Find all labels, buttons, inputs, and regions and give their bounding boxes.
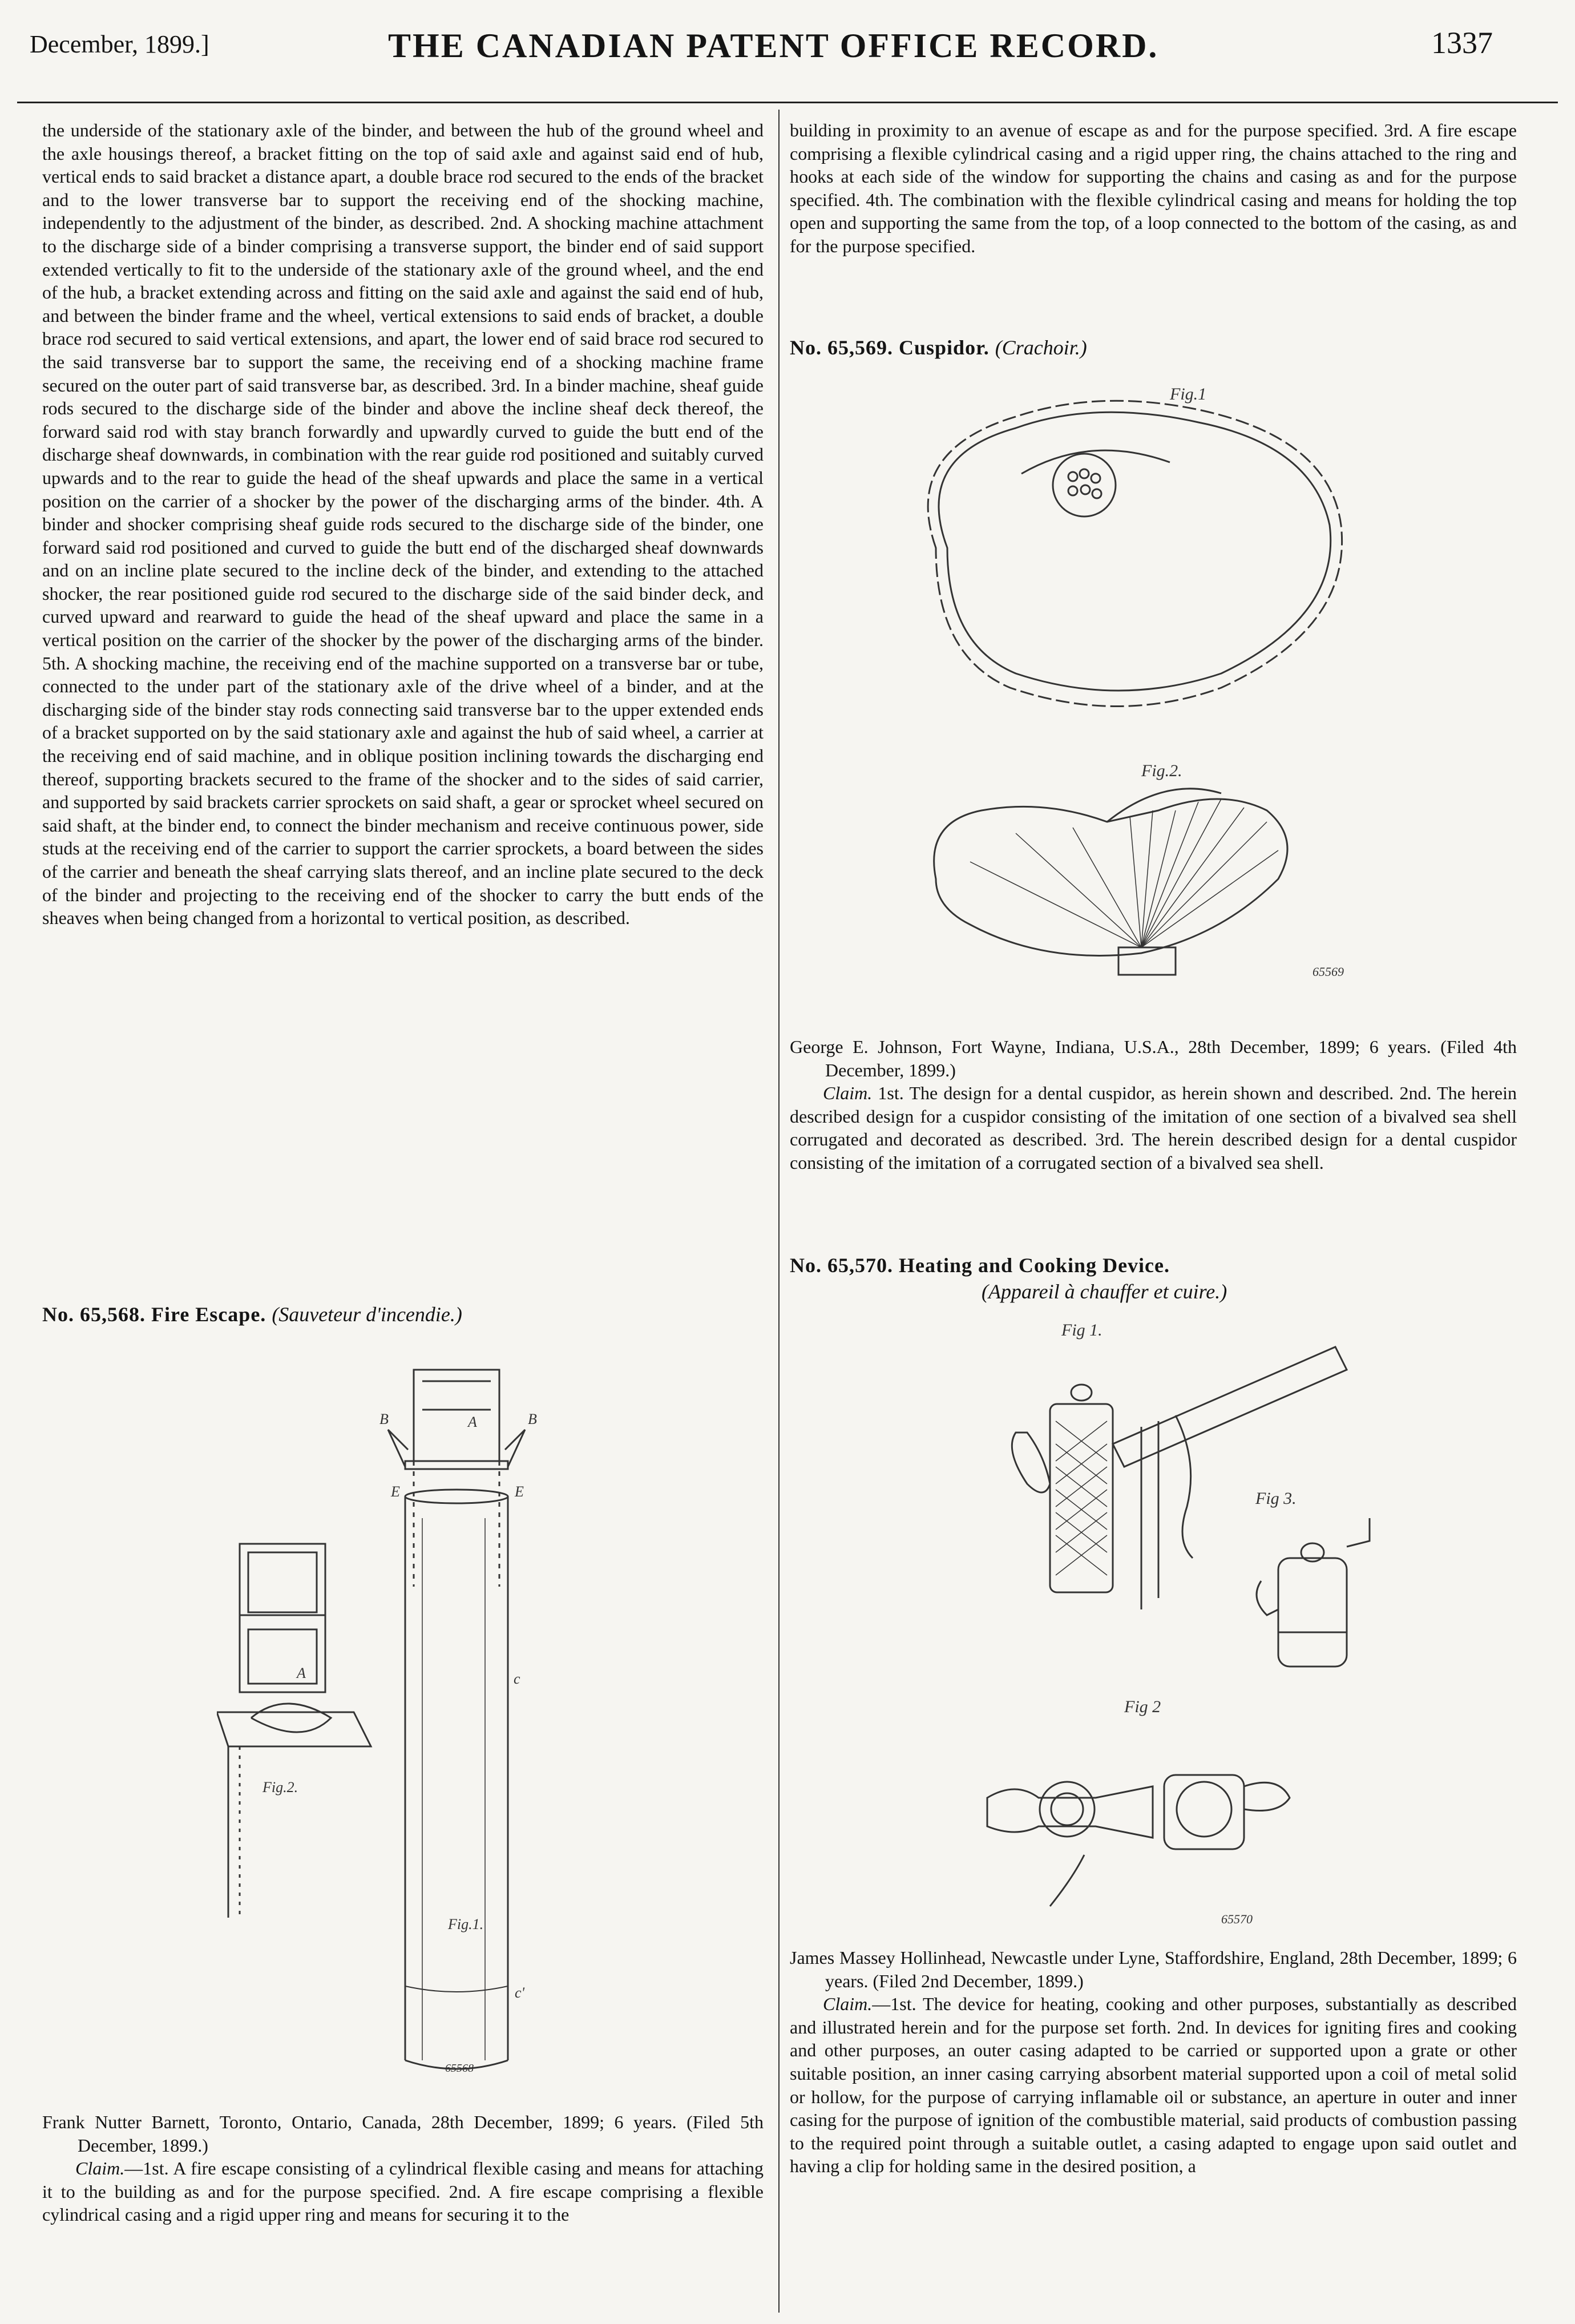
column-divider [778,110,780,2313]
patent-65568-body [42,2111,764,2226]
claim-text: —1st. A fire escape consisting of a cylindrical flexible casing and means for attaching it to the building as and for the purpose specified. 2nd. A fire escape comprising a flexible cylindrical casing and a rigid upper ring and means for securing it to the [42,2158,764,2225]
claim-label: Claim. [823,1083,873,1104]
svg-text:A: A [297,1665,306,1681]
patent-heading-65568 [42,1302,462,1326]
svg-text:Fig 3.: Fig 3. [1255,1489,1297,1508]
claim-paragraph [790,1992,1517,2178]
page-number: 1337 [1431,26,1493,60]
patent-heading-65569 [790,336,1087,360]
svg-text:65570: 65570 [1221,1912,1253,1926]
patent-number: No. 65,569. [790,336,893,359]
left-column-continuation [42,119,764,930]
claim-paragraph [42,2157,764,2226]
claim-label: Claim. [75,2158,125,2179]
patent-title: Fire Escape. [151,1303,266,1326]
svg-text:B: B [379,1411,389,1427]
patent-65570-body [790,1946,1517,2178]
patent-french-title: (Appareil à chauffer et cuire.) [982,1280,1227,1303]
svg-text:Fig.1.: Fig.1. [448,1916,484,1932]
svg-text:Fig.2.: Fig.2. [1141,761,1182,780]
patent-french-title: (Sauveteur d'incendie.) [272,1303,462,1326]
patent-65569-body [790,1035,1517,1175]
cuspidor-figure [902,377,1404,1022]
svg-text:65568: 65568 [445,2062,474,2075]
journal-title: THE CANADIAN PATENT OFFICE RECORD. [388,27,1159,64]
inventor-line: Frank Nutter Barnett, Toronto, Ontario, Canada, 28th December, 1899; 6 years. (Filed 5th December, 1899.) [42,2112,764,2156]
patent-title: Heating and Cooking Device. [899,1254,1170,1277]
header-rule [17,102,1558,103]
patent-heading-65570 [790,1253,1170,1277]
svg-text:B: B [528,1411,537,1427]
svg-text:E: E [515,1483,524,1500]
svg-text:Fig 1.: Fig 1. [1061,1321,1102,1339]
claim-label: Claim. [823,1994,873,2015]
right-column-continuation [790,119,1517,258]
inventor-line: James Massey Hollinhead, Newcastle under Lyne, Staffordshire, England, 28th December, 1899; 6 years. (Filed 2nd December, 1899.) [790,1947,1517,1991]
svg-text:Fig 2: Fig 2 [1124,1697,1161,1716]
svg-text:E: E [391,1483,400,1500]
claim-paragraph [790,1082,1517,1174]
continuation-paragraph: building in proximity to an avenue of escape as and for the purpose specified. 3rd. A fire escape comprising a flexible cylindrical casing and a rigid upper ring, the chains attached to the ring and hooks at each side of the window for supporting the chains and casing as and for the purpose specified. 4th. The combination with the flexible cylindrical casing and means for holding the top open and supporting the same from the top, of a loop connected to the bottom of the casing, as and for the purpose specified. [790,120,1517,256]
patent-number: No. 65,570. [790,1254,893,1277]
header-date: December, 1899.] [30,30,209,58]
patent-number: No. 65,568. [42,1303,146,1326]
patent-french-title: (Crachoir.) [995,336,1087,359]
svg-text:A: A [468,1414,477,1430]
claim-text: —1st. The device for heating, cooking and other purposes, substantially as described and illustrated herein and for the purpose set forth. 2nd. In devices for igniting fires and cooking and other purposes, an outer casing adapted to be carried or supported upon a grate or other suitable position, an inner casing carrying absorbent material supported upon a coil of metal solid or hollow, for the purpose of carrying inflamable oil or substance, an aperture in outer and inner casing for the purpose of ignition of the combustible material, said products of combustion passing to the required point through a suitable outlet, a casing adapted to engage upon said outlet and having a clip for holding same in the desired position, a [790,1994,1517,2177]
inventor-line: George E. Johnson, Fort Wayne, Indiana, U.S.A., 28th December, 1899; 6 years. (Filed 4th December, 1899.) [790,1036,1517,1080]
patent-title: Cuspidor. [899,336,990,359]
continuation-paragraph: the underside of the stationary axle of the binder, and between the hub of the ground wheel and the axle housings thereof, a bracket fitting on the top of said axle and against said end of hub, vertical ends to said bracket a distance apart, a double brace rod secured to the ends of the bracket and to the lower transverse bar to support the receiving end of the shocking machine, independently to the adjustment of the binder, as described. 2nd. A shocking machine attachment to the discharge side of a binder comprising a transverse support, the binder end of said support extended vertically to fit to the underside of the stationary axle of the ground wheel, and the end of the hub, a bracket extending across and fitting on the said axle and against the said end of hub, and between the binder frame and the wheel, vertical extensions to said ends of bracket, a double brace rod secured to said vertical extensions, and apart, the lower end of said brace rod secured to the said transverse bar to support the same, the receiving end of a shocking machine frame secured on the outer part of said transverse bar, as described. 3rd. In a binder machine, sheaf guide rods secured to the discharge side of the binder and above the incline sheaf deck thereof, the forward said rod with stay branch forwardly and upwardly curved to guide the butt end of the discharge sheaf downwards, in combination with the rear guide rod positioned and suitably curved upwards and to the rear to guide the head of the sheaf upwards and place the same in a vertical position on the carrier of a shocker by the power of the discharging arms of the binder. 4th. A binder and shocker comprising sheaf guide rods secured to the discharge side of the binder, one forward said rod positioned and curved to guide the butt end of the discharged sheaf downwards and on an incline plate secured to the incline deck of the binder, and extending to the attached shocker, the rear positioned guide rod secured to the discharge side of the said binder deck, and curved upward and rearward to guide the head of the sheaf upward and place the same in a vertical position on the carrier of the shocker by the power of the discharging arms of the binder. 5th. A shocking machine, the receiving end of the machine supported on a transverse bar or tube, connected to the under part of the stationary axle of the drive wheel of a binder, and at the discharging side of the binder stay rods connecting said transverse bar to the upper extended ends of a bracket supported on by the said stationary axle and against the hub of said wheel, a carrier at the receiving end of said machine, and in oblique position inclining towards the discharging end thereof, supporting brackets secured to the frame of the shocker and to the sides of said carrier, and supported by said brackets carrier sprockets on said shaft, a gear or sprocket wheel secured on said shaft, at the binder end, to connect the binder mechanism and receive continuous power, side studs at the receiving end of the carrier to support the carrier sprockets, a board between the sides of the carrier and beneath the sheaf carrying slats thereof, and an incline plate secured to the deck of the binder and projecting to the receiving end of the shocker to carry the butt ends of the sheaves when being changed from a horizontal to vertical position, as described. [42,120,764,929]
svg-text:c: c [514,1671,520,1687]
svg-text:c': c' [515,1984,525,2001]
claim-text: 1st. The design for a dental cuspidor, as herein shown and described. 2nd. The herein described design for a cuspidor consisting of the imitation of one section of a bivalved sea shell corrugated and decorated as described. 3rd. The herein described design for a dental cuspidor consisting of the imitation of a corrugated section of a bivalved sea shell. [790,1083,1517,1173]
patent-heading-65570-french [982,1280,1227,1304]
fig2-label: Fig.2. [262,1779,298,1796]
svg-text:65569: 65569 [1312,965,1344,979]
svg-text:Fig.1: Fig.1 [1170,385,1207,404]
fire-escape-figure [217,1347,730,2083]
